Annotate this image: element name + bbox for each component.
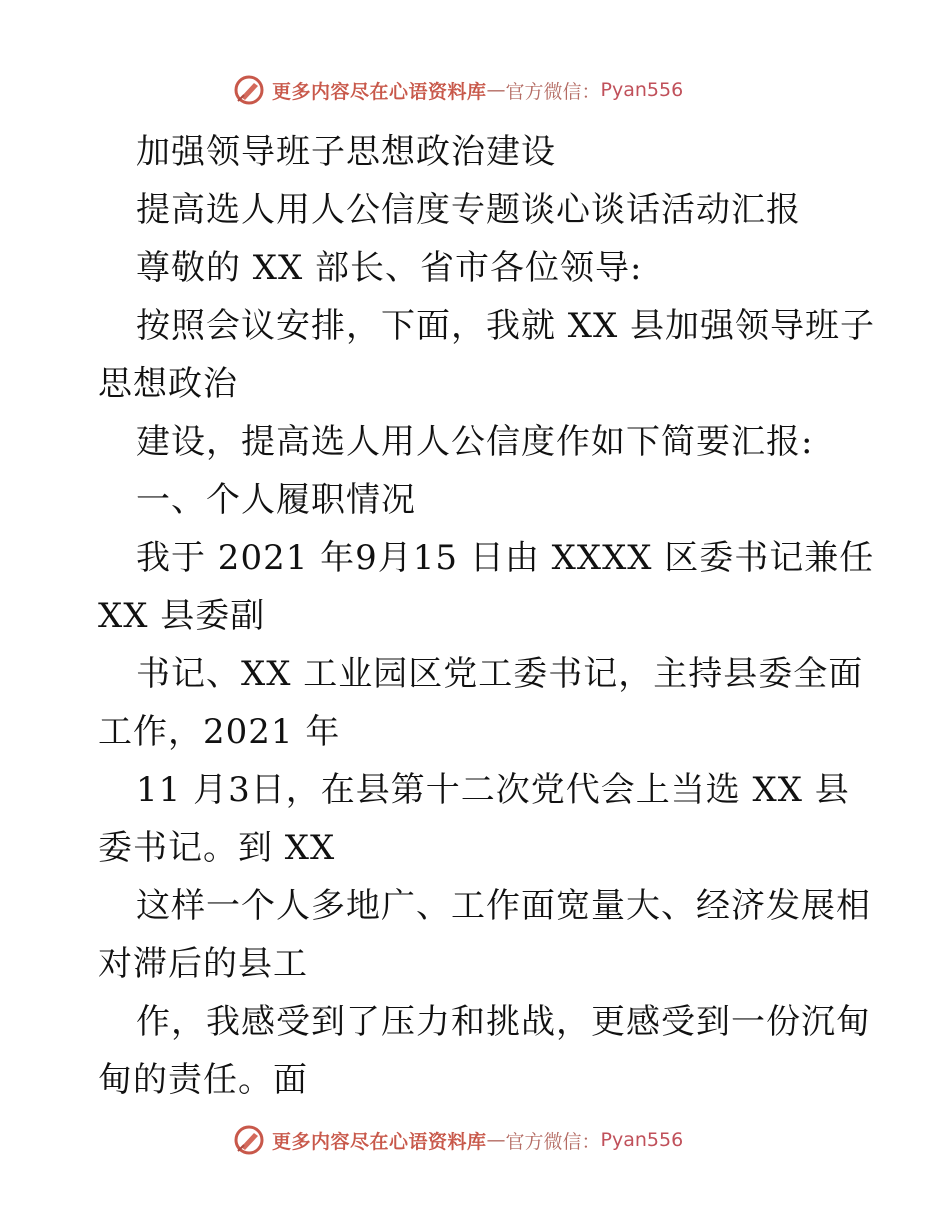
paragraph-line: 书记、XX 工业园区党工委书记，主持县委全面 bbox=[136, 654, 864, 694]
paragraph-line: 甸的责任。面 bbox=[98, 1060, 308, 1100]
watermark-separator: — bbox=[486, 79, 506, 101]
watermark-wechat-label: 官方微信： bbox=[505, 80, 601, 103]
watermark-separator: — bbox=[486, 1129, 506, 1151]
footer-watermark bbox=[232, 1122, 752, 1158]
paragraph-line: 这样一个人多地广、工作面宽量大、经济发展相 bbox=[136, 886, 871, 926]
salutation: 尊敬的 XX 部长、省市各位领导: bbox=[136, 248, 643, 288]
watermark-wechat-label: 官方微信： bbox=[505, 1130, 601, 1153]
paragraph-line: 工作，2021 年 bbox=[98, 712, 341, 752]
brand-logo-icon bbox=[232, 1123, 266, 1157]
paragraph-line: 按照会议安排，下面，我就 XX 县加强领导班子 bbox=[136, 306, 876, 346]
watermark-text: 更多内容尽在心语资料库 bbox=[272, 80, 487, 103]
paragraph-line: XX 县委副 bbox=[98, 596, 266, 636]
paragraph-line: 委书记。到 XX bbox=[98, 828, 336, 868]
paragraph-line: 对滞后的县工 bbox=[98, 944, 308, 984]
paragraph-line: 我于 2021 年9月15 日由 XXXX 区委书记兼任 bbox=[136, 538, 875, 578]
watermark-wechat-id: Pyan556 bbox=[600, 79, 684, 101]
paragraph-line: 作，我感受到了压力和挑战，更感受到一份沉甸 bbox=[136, 1002, 871, 1042]
watermark-wechat-id: Pyan556 bbox=[600, 1129, 684, 1151]
section-heading: 一、个人履职情况 bbox=[136, 480, 416, 520]
document-title: 加强领导班子思想政治建设 bbox=[136, 132, 556, 172]
paragraph-line: 建设，提高选人用人公信度作如下简要汇报: bbox=[136, 422, 814, 462]
brand-logo-icon bbox=[232, 73, 266, 107]
document-body bbox=[98, 123, 876, 1109]
watermark-text: 更多内容尽在心语资料库 bbox=[272, 1130, 487, 1153]
document-subtitle: 提高选人用人公信度专题谈心谈话活动汇报 bbox=[136, 190, 801, 230]
paragraph-line: 思想政治 bbox=[98, 364, 238, 404]
paragraph-line: 11 月3日，在县第十二次党代会上当选 XX 县 bbox=[136, 770, 850, 810]
header-watermark bbox=[232, 72, 752, 108]
